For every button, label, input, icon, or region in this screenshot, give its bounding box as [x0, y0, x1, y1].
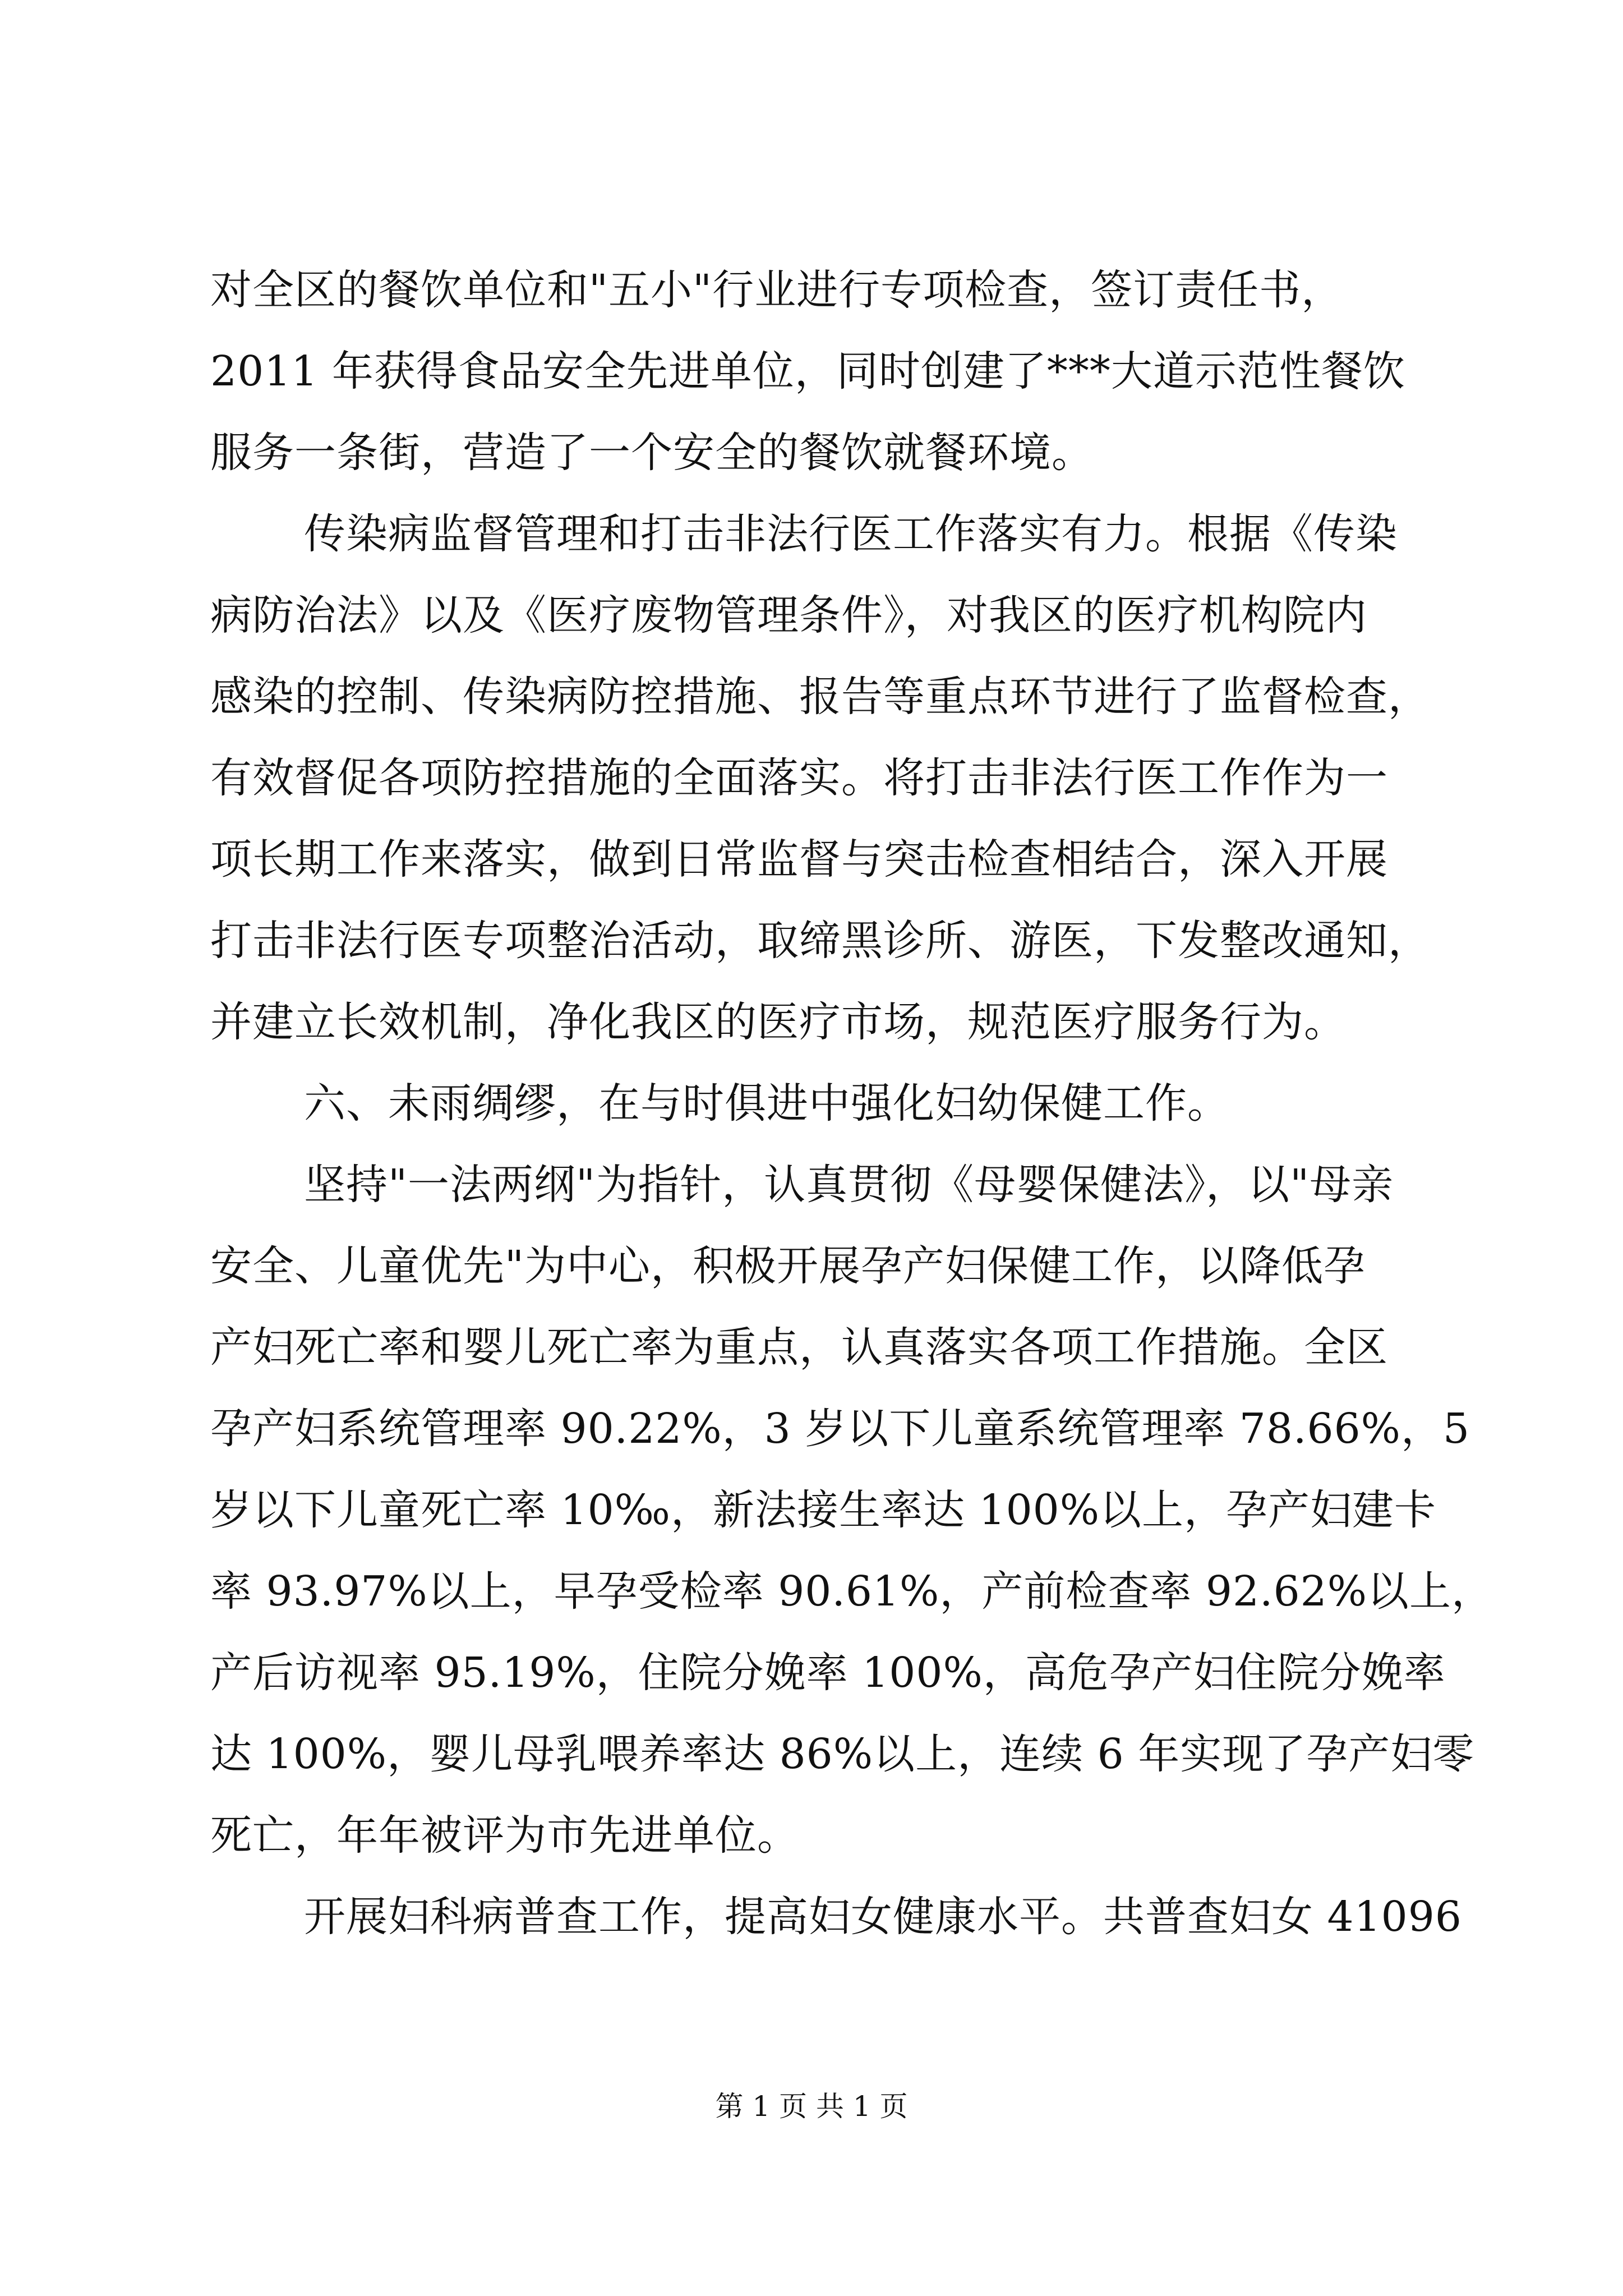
text-line: 产妇死亡率和婴儿死亡率为重点，认真落实各项工作措施。全区 — [210, 1323, 1388, 1372]
paragraph-maternal-child-health — [210, 1144, 1494, 1876]
text-line: 产后访视率 95.19%，住院分娩率 100%，高危孕产妇住院分娩率 — [210, 1649, 1446, 1697]
text-line: 服务一条街，营造了一个安全的餐饮就餐环境。 — [210, 429, 1094, 477]
paragraph-food-safety — [210, 250, 1416, 494]
text-line: 率 93.97%以上，早孕受检率 90.61%，产前检查率 92.62%以上， — [210, 1567, 1494, 1616]
text-line: 传染病监督管理和打击非法行医工作落实有力。根据《传染 — [304, 510, 1398, 558]
page-footer: 第 1 页 共 1 页 — [715, 2090, 908, 2123]
paragraph-gynecology-screening — [210, 1876, 1462, 1958]
text-line: 六、未雨绸缪，在与时俱进中强化妇幼保健工作。 — [304, 1079, 1229, 1128]
text-line: 项长期工作来落实，做到日常监督与突击检查相结合，深入开展 — [210, 835, 1388, 884]
section-heading — [210, 1063, 1416, 1144]
text-line: 感染的控制、传染病防控措施、报告等重点环节进行了监督检查， — [210, 673, 1430, 721]
text-line: 2011 年获得食品安全先进单位，同时创建了***大道示范性餐饮 — [210, 347, 1405, 395]
text-line: 孕产妇系统管理率 90.22%，3 岁以下儿童系统管理率 78.66%，5 — [210, 1405, 1470, 1453]
text-line: 开展妇科病普查工作，提高妇女健康水平。共普查妇女 41096 — [304, 1893, 1462, 1941]
paragraph-disease-supervision — [210, 494, 1430, 1063]
text-line: 对全区的餐饮单位和"五小"行业进行专项检查，签订责任书， — [210, 266, 1344, 314]
text-line: 达 100%，婴儿母乳喂养率达 86%以上，连续 6 年实现了孕产妇零 — [210, 1730, 1475, 1778]
text-line: 坚持"一法两纲"为指针，认真贯彻《母婴保健法》，以"母亲 — [304, 1161, 1394, 1209]
text-line: 安全、儿童优先"为中心，积极开展孕产妇保健工作，以降低孕 — [210, 1242, 1366, 1290]
text-line: 并建立长效机制，净化我区的医疗市场，规范医疗服务行为。 — [210, 998, 1346, 1046]
text-line: 岁以下儿童死亡率 10‰，新法接生率达 100%以上，孕产妇建卡 — [210, 1486, 1437, 1534]
text-line: 病防治法》以及《医疗废物管理条件》，对我区的医疗机构院内 — [210, 591, 1367, 639]
text-line: 死亡，年年被评为市先进单位。 — [210, 1811, 799, 1860]
text-line: 有效督促各项防控措施的全面落实。将打击非法行医工作作为一 — [210, 754, 1388, 802]
document-body — [210, 250, 1494, 1958]
text-line: 打击非法行医专项整治活动，取缔黑诊所、游医，下发整改通知， — [210, 917, 1430, 965]
